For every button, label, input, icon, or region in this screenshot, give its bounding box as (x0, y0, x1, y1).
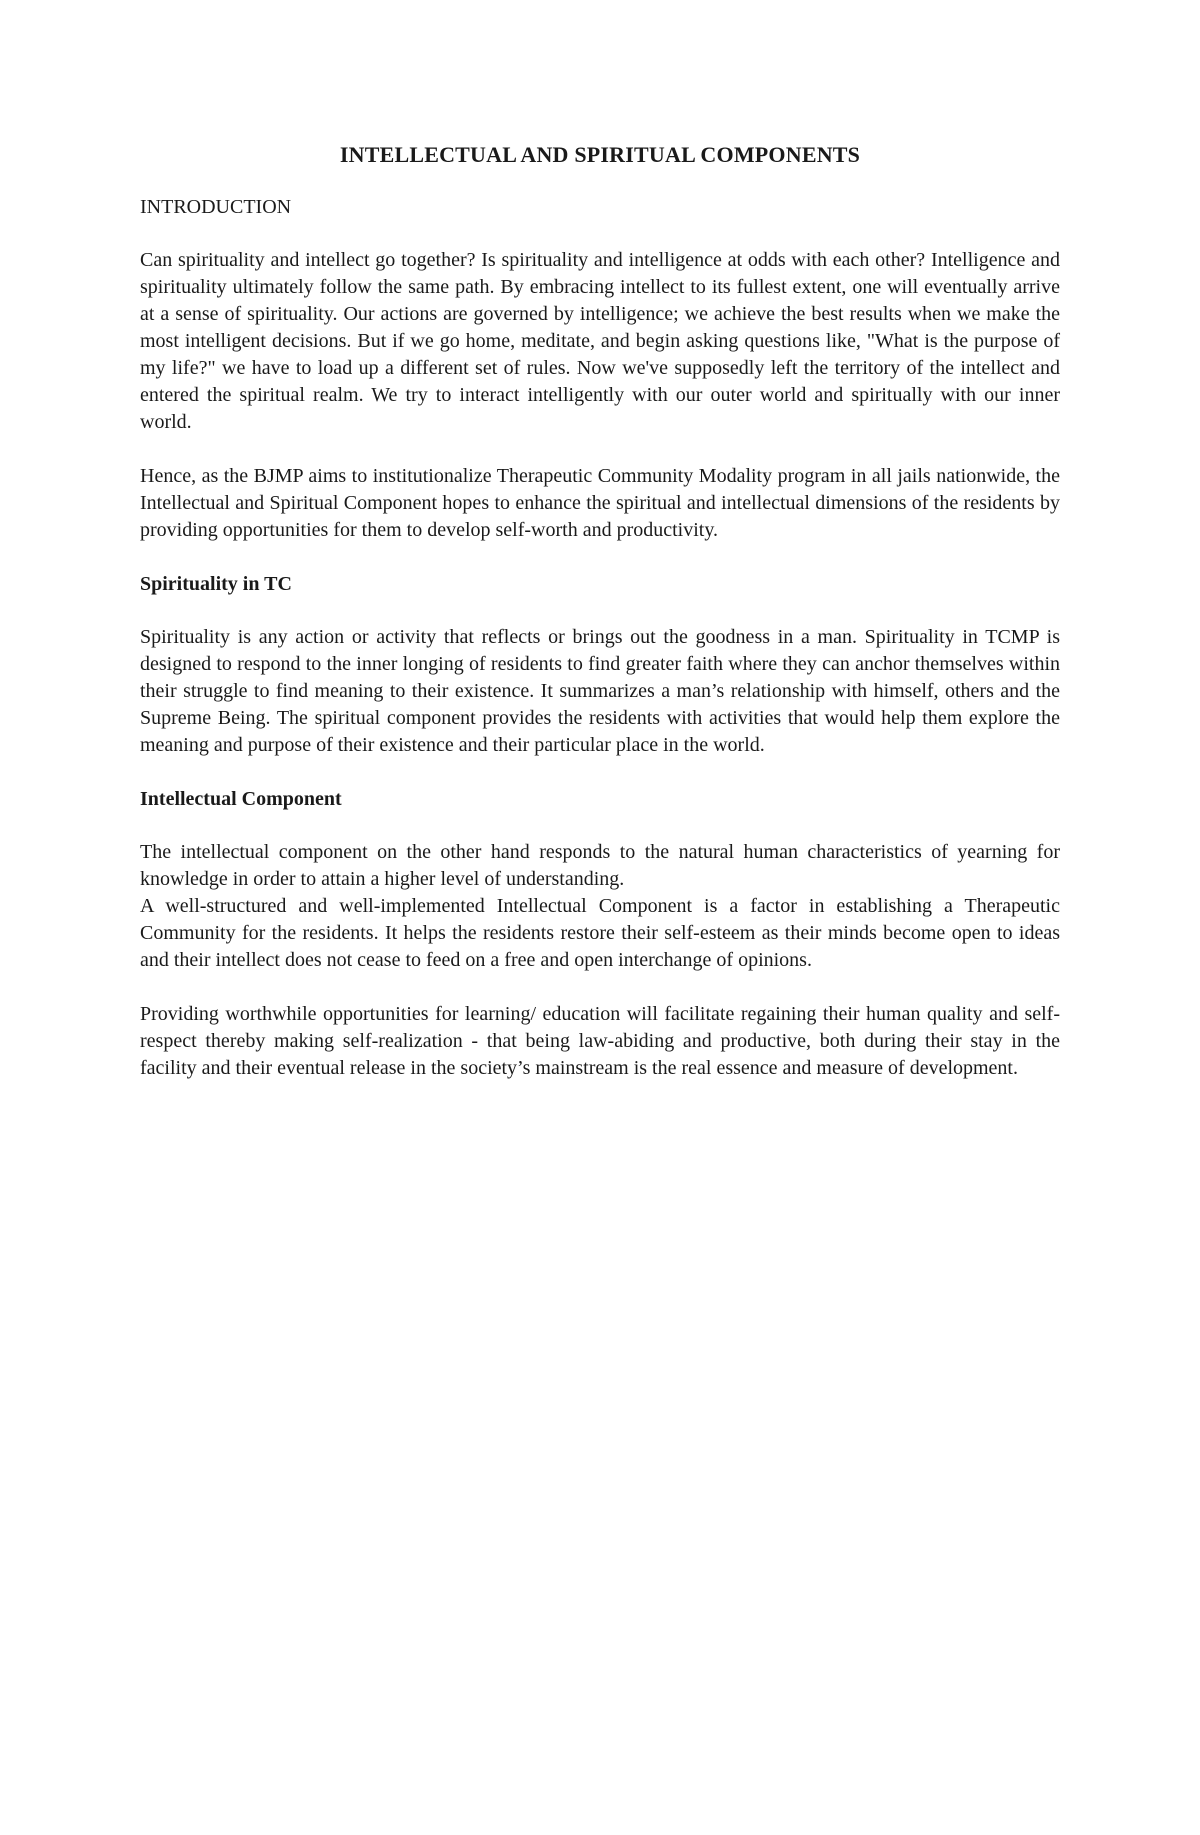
introduction-paragraph-1: Can spirituality and intellect go together? Is spirituality and intelligence at odds with each other? Intelligence and spirituality ultimately follow the same path. By embracing intellect to its fullest extent, one will eventually arrive at a sense of spirituality. Our actions are governed by intelligence; we achieve the best results when we make the most intelligent decisions. But if we go home, meditate, and begin asking questions like, "What is the purpose of my life?" we have to load up a different set of rules. Now we've supposedly left the territory of the intellect and entered the spiritual realm. We try to interact intelligently with our outer world and spiritually with our inner world. (140, 249, 1060, 433)
document-title: INTELLECTUAL AND SPIRITUAL COMPONENTS (339, 142, 861, 167)
intellectual-paragraph-2: A well-structured and well-implemented Intellectual Component is a factor in establishing a Therapeutic Community for the residents. It helps the residents restore their self-esteem as their minds become open to ideas and their intellect does not cease to feed on a free and open interchange of opinions. (140, 895, 1060, 971)
intellectual-heading: Intellectual Component (140, 788, 342, 810)
intellectual-paragraph-1: The intellectual component on the other hand responds to the natural human characteristics of yearning for knowledge in order to attain a higher level of understanding. (140, 841, 1060, 890)
introduction-paragraph-2: Hence, as the BJMP aims to institutionalize Therapeutic Community Modality program in all jails nationwide, the Intellectual and Spiritual Component hopes to enhance the spiritual and intellectual dimensions of the residents by providing opportunities for them to develop self-worth and productivity. (140, 465, 1060, 541)
spirituality-heading: Spirituality in TC (140, 573, 292, 595)
introduction-heading: INTRODUCTION (140, 196, 292, 218)
document-body (140, 140, 1060, 1109)
intellectual-paragraph-3: Providing worthwhile opportunities for learning/ education will facilitate regaining their human quality and self-respect thereby making self-realization - that being law-abiding and productive, both during their stay in the facility and their eventual release in the society’s mainstream is the real essence and measure of development. (140, 1003, 1060, 1079)
spirituality-paragraph-1: Spirituality is any action or activity that reflects or brings out the goodness in a man. Spirituality in TCMP is designed to respond to the inner longing of residents to find greater faith where they can anchor themselves within their struggle to find meaning to their existence. It summarizes a man’s relationship with himself, others and the Supreme Being. The spiritual component provides the residents with activities that would help them explore the meaning and purpose of their existence and their particular place in the world. (140, 626, 1060, 756)
